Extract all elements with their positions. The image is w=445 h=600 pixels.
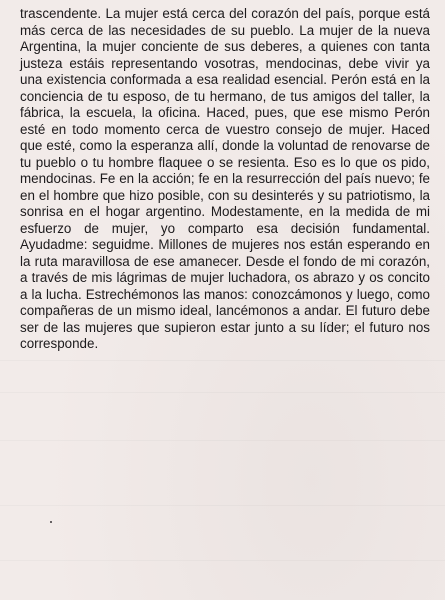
print-speck: [50, 521, 52, 523]
bleed-through-line: [0, 505, 445, 506]
bleed-through-line: [0, 360, 445, 361]
body-text: [20, 6, 430, 353]
body-paragraph: trascendente. La mujer está cerca del corazón del país, porque está más cerca de las necesidades de su pueblo. La mujer de la nueva Argentina, la mujer conciente de sus deberes, a quienes con tanta justeza estáis representando vosotras, mendocinas, debe vivir ya una existencia conformada a esa realidad esencial. Perón está en la conciencia de tu esposo, de tu hermano, de tus amigos del taller, la fábrica, la escuela, la oficina. Haced, pues, que ese mismo Perón esté en todo momento cerca de vuestro consejo de mujer. Haced que esté, como la esperanza allí, donde la voluntad de renovarse de tu pueblo o tu hombre flaquee o se resienta. Eso es lo que os pido, mendocinas. Fe en la acción; fe en la resurrección del país nuevo; fe en el hombre que hizo posible, con su desinterés y su patriotismo, la sonrisa en el hogar argentino. Modestamente, en la medida de mi esfuerzo de mujer, yo comparto esa decisión fundamental. Ayudadme: seguidme. Millones de mujeres nos están esperando en la ruta maravillosa de ese amanecer. Desde el fondo de mi corazón, a través de mis lágrimas de mujer luchadora, os abrazo y os concito a la lucha. Estrechémonos las manos: conozcámonos y luego, como compañeras de un mismo ideal, lancémonos a andar. El futuro debe ser de las mujeres que supieron estar junto a su líder; el futuro nos corresponde.: [20, 6, 430, 351]
bleed-through-line: [0, 440, 445, 441]
bleed-through-line: [0, 560, 445, 561]
bleed-through-line: [0, 392, 445, 393]
